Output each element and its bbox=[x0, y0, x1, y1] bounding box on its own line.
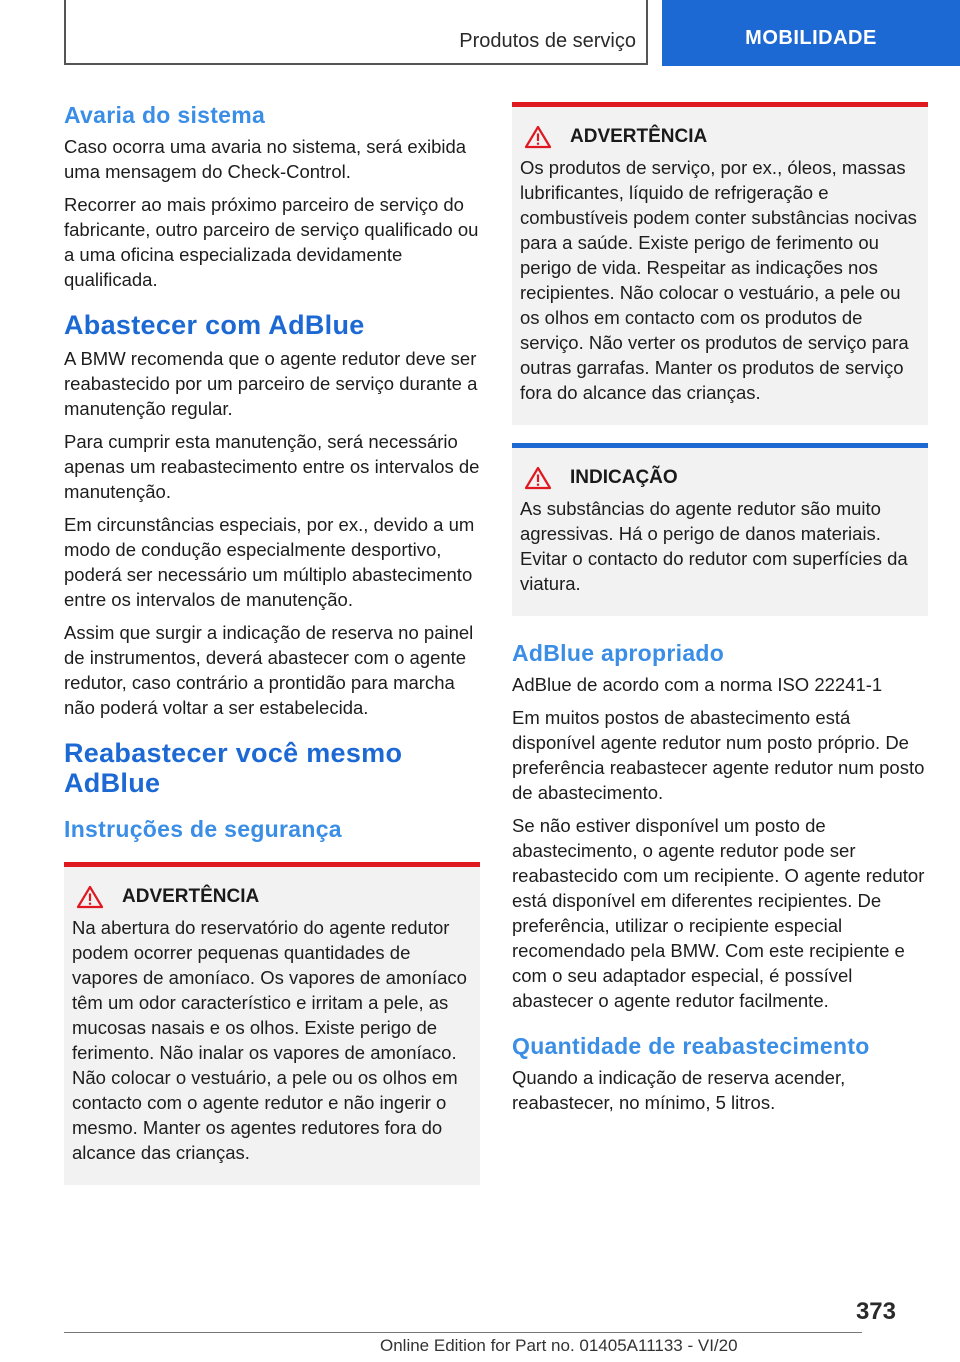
warning-title bbox=[72, 885, 472, 909]
paragraph: Para cumprir esta manutenção, será necessário apenas um reabastecimento entre os intervalos de manutenção. bbox=[64, 431, 480, 502]
warning-title-text: ADVERTÊNCIA bbox=[122, 886, 260, 907]
note-title bbox=[520, 466, 920, 490]
note-title-text: INDICAÇÃO bbox=[570, 467, 678, 488]
warning-text: Na abertura do reservatório do agente redutor podem ocorrer pequenas quantidades de vapores de amoníaco. Os vapores de amoníaco têm um odor característico e irritam a pele, as mucosas nasais e os olhos. Existe perigo de ferimento. Não inalar os vapores de amoníaco. Não colocar o vestuário, a pele ou os olhos em contacto com o agente redutor e não ingerir o mesmo. Manter os agentes redutores fora do alcance das crianças. bbox=[72, 917, 467, 1163]
right-column bbox=[512, 100, 928, 1123]
header-rule-mid bbox=[646, 0, 648, 64]
left-column bbox=[64, 100, 480, 1185]
paragraph: Quando a indicação de reserva acender, reabastecer, no mínimo, 5 litros. bbox=[512, 1067, 846, 1113]
paragraph: Assim que surgir a indicação de reserva no painel de instrumentos, deverá abastecer com o agente redutor, caso contrário a prontidão para marcha não poderá voltar a ser estabelecida. bbox=[64, 622, 474, 718]
header-rule-left bbox=[64, 0, 66, 64]
paragraph: Em muitos postos de abastecimento está disponível agente redutor num posto próprio. De preferência reabastecer agente redutor num posto de abastecimento. bbox=[512, 707, 925, 803]
header-rule-bottom bbox=[64, 63, 648, 65]
warning-text: Os produtos de serviço, por ex., óleos, massas lubrificantes, líquido de refrigeração e combustíveis podem conter substâncias nocivas para a saúde. Existe perigo de ferimento ou perigo de vida. Respeitar as indicações nos recipientes. Não colocar o vestuário, a pele ou os olhos em contacto com os produtos de serviço. Não verter os produtos de serviço para outras garrafas. Manter os produtos de serviço fora do alcance das crianças. bbox=[520, 157, 917, 403]
footer-rule bbox=[64, 1332, 862, 1333]
header-section-title: Produtos de serviço bbox=[459, 30, 636, 52]
warning-box bbox=[64, 862, 480, 1185]
paragraph: A BMW recomenda que o agente redutor deve ser reabastecido por um parceiro de serviço durante a manutenção regular. bbox=[64, 348, 478, 419]
header-chapter-tab[interactable]: MOBILIDADE bbox=[662, 0, 960, 66]
footer-edition[interactable]: Online Edition for Part no. 01405A11133 - VI/20 bbox=[380, 1336, 738, 1355]
paragraph: Em circunstâncias especiais, por ex., devido a um modo de condução especialmente desportivo, poderá ser necessário um múltiplo abastecimento entre os intervalos de manutenção. bbox=[64, 514, 475, 610]
heading-abastecer: Abastecer com AdBlue bbox=[64, 310, 365, 340]
heading-avaria: Avaria do sistema bbox=[64, 102, 266, 128]
heading-reabastecer: Reabastecer você mesmo AdBlue bbox=[64, 738, 403, 798]
warning-triangle-icon bbox=[76, 885, 104, 909]
paragraph: Recorrer ao mais próximo parceiro de serviço do fabricante, outro parceiro de serviço qualificado ou a uma oficina especializada devidamente qualificada. bbox=[64, 194, 479, 290]
heading-instrucoes: Instruções de segurança bbox=[64, 816, 342, 842]
heading-quantidade: Quantidade de reabastecimento bbox=[512, 1033, 870, 1059]
warning-triangle-icon bbox=[524, 466, 552, 490]
note-text: As substâncias do agente redutor são muito agressivas. Há o perigo de danos materiais. Evitar o contacto do redutor com superfícies da viatura. bbox=[520, 498, 908, 594]
page-number: 373 bbox=[855, 1298, 896, 1325]
paragraph: Se não estiver disponível um posto de abastecimento, o agente redutor pode ser reabastecido com um recipiente. O agente redutor está disponível em diferentes recipientes. De preferência, utilizar o recipiente especial recomendado pela BMW. Com este recipiente e com o seu adaptador especial, é possível abastecer o agente redutor facilmente. bbox=[512, 815, 925, 1011]
paragraph: AdBlue de acordo com a norma ISO 22241-1 bbox=[512, 674, 883, 695]
warning-box bbox=[512, 102, 928, 425]
warning-triangle-icon bbox=[524, 125, 552, 149]
warning-title-text: ADVERTÊNCIA bbox=[570, 126, 708, 147]
warning-title bbox=[520, 125, 920, 149]
note-box bbox=[512, 443, 928, 616]
paragraph: Caso ocorra uma avaria no sistema, será exibida uma mensagem do Check-Control. bbox=[64, 136, 467, 182]
heading-apropriado: AdBlue apropriado bbox=[512, 640, 725, 666]
